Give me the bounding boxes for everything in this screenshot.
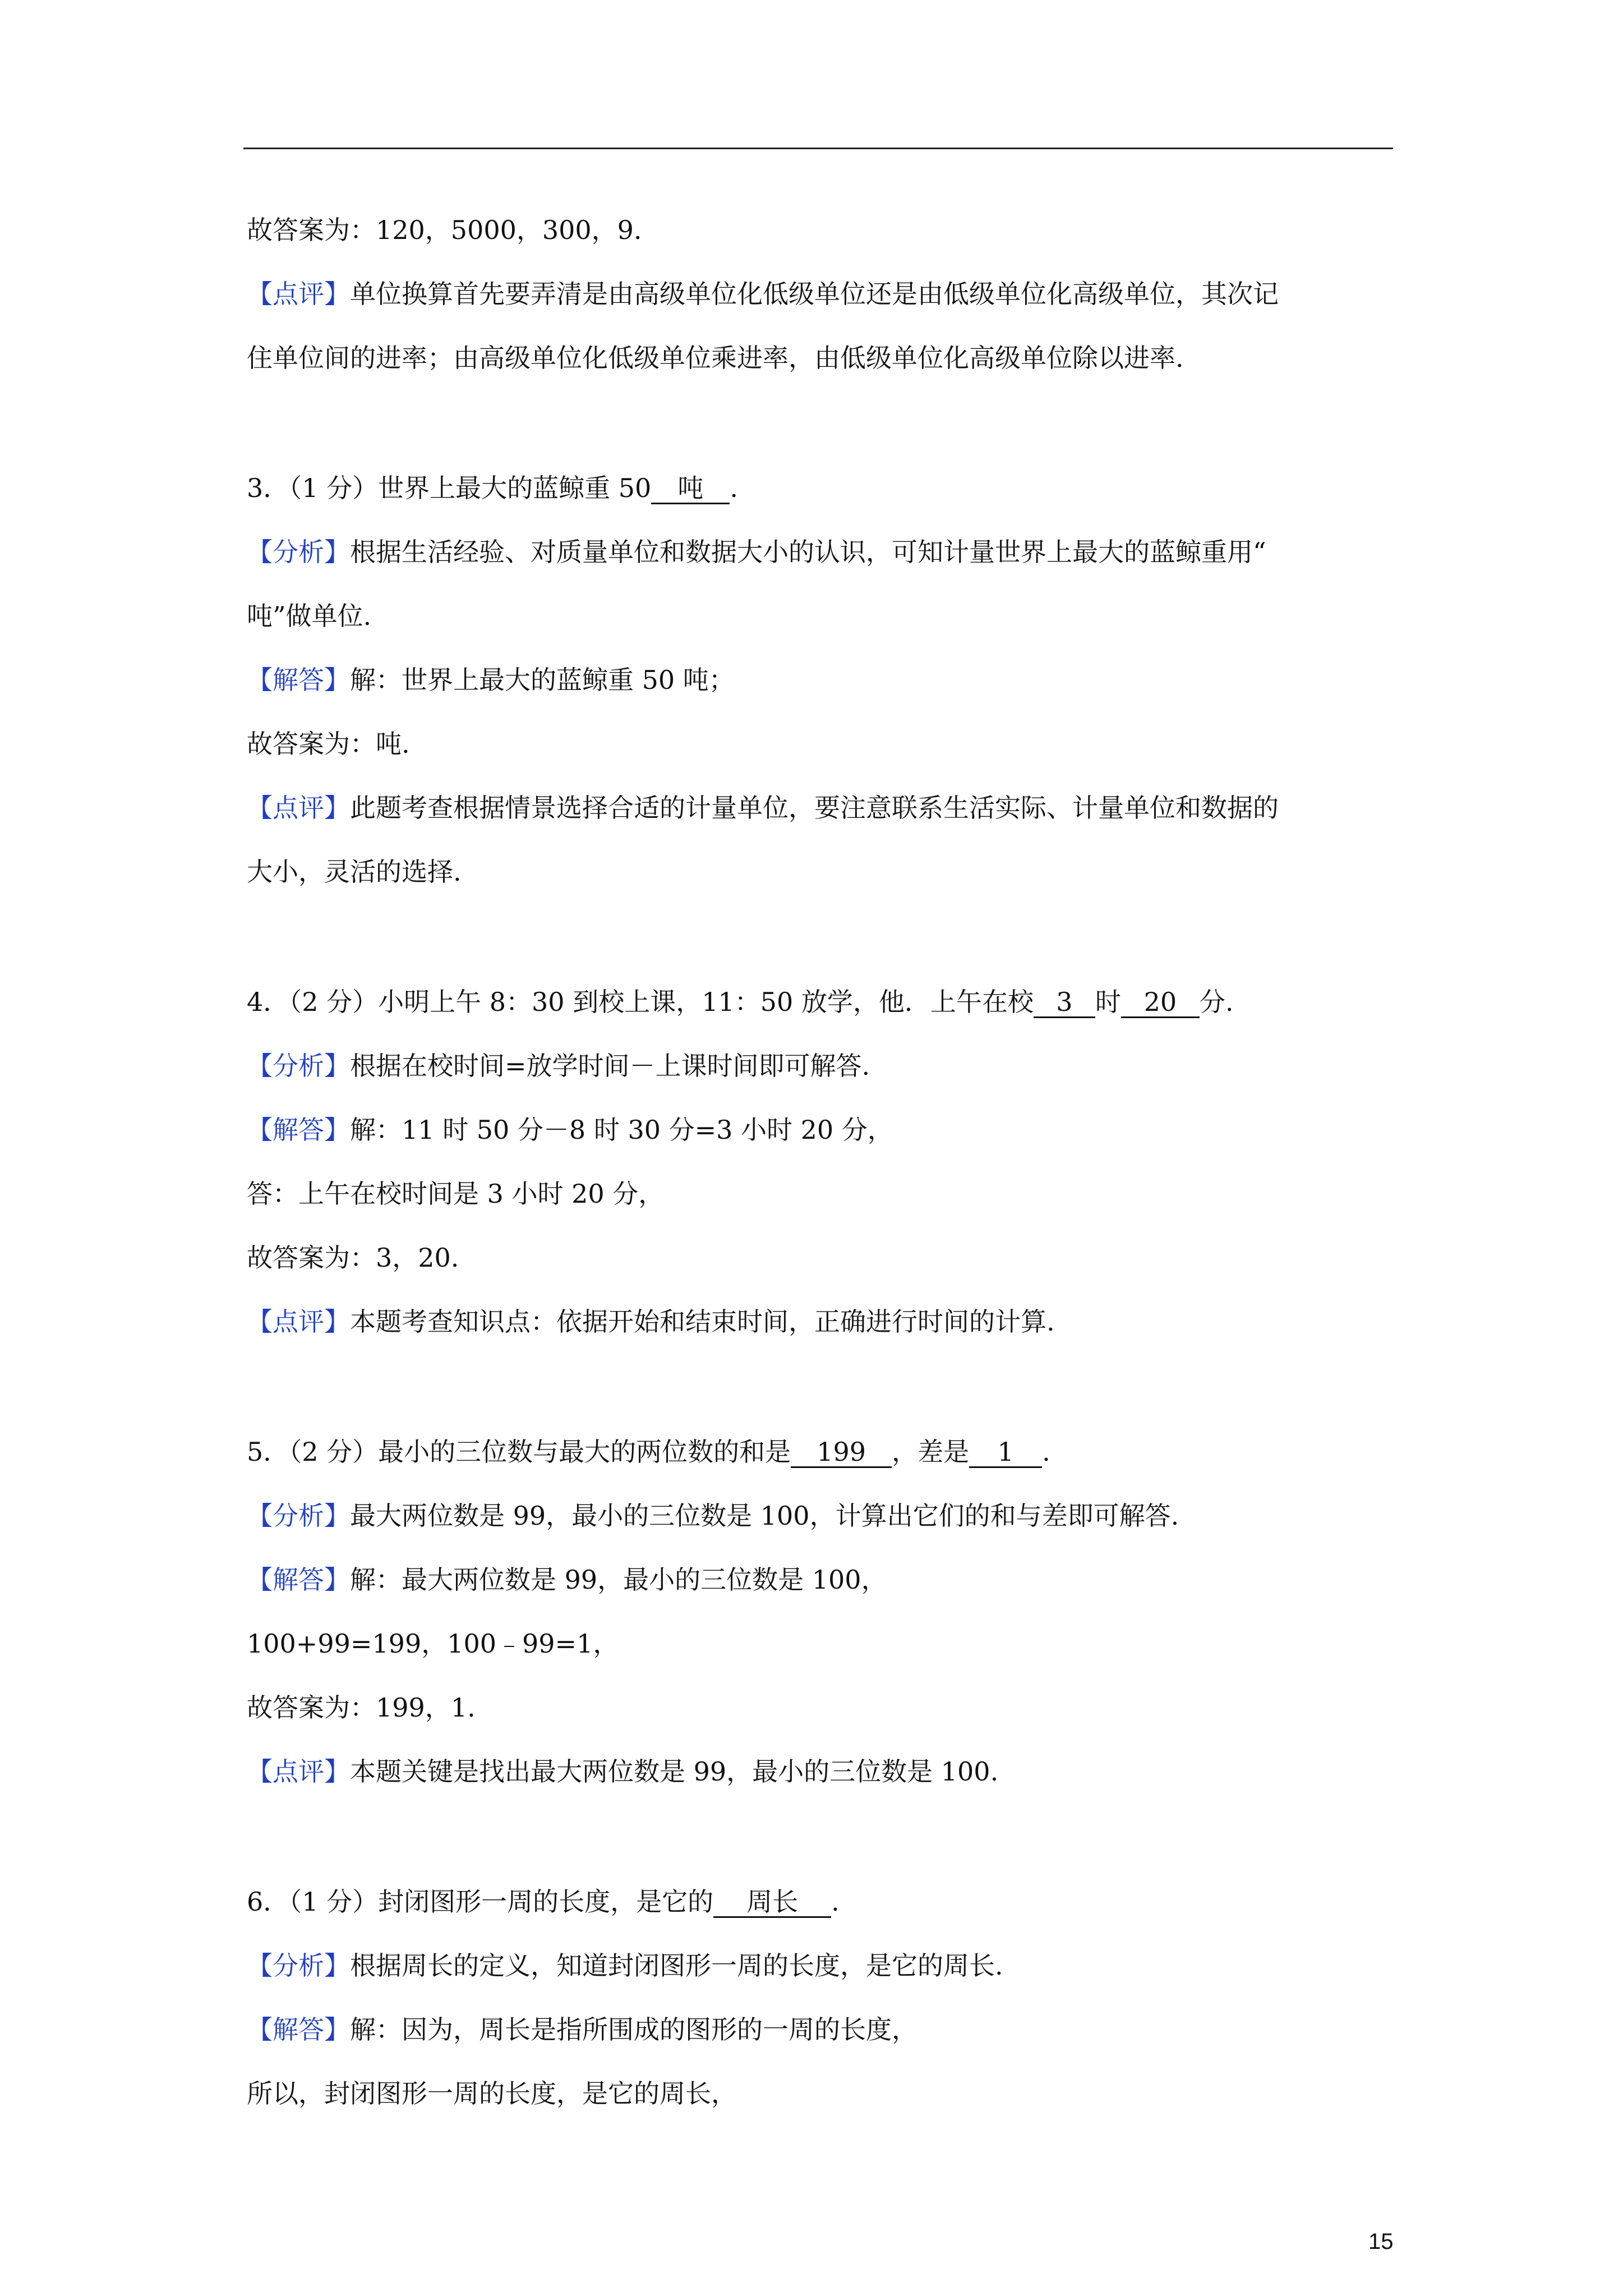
prev-answer: 故答案为：120，5000，300，9. xyxy=(247,215,642,245)
answer-blank: 周长 xyxy=(713,1887,831,1918)
q6-solution-cont: 所以，封闭图形一周的长度，是它的周长， xyxy=(247,2078,737,2109)
solution-tag: 【解答】 xyxy=(247,2014,350,2045)
solution-tag: 【解答】 xyxy=(247,1115,350,1145)
q5-answer: 故答案为：199，1. xyxy=(247,1692,476,1723)
review-tag: 【点评】 xyxy=(247,1306,350,1337)
solution-tag: 【解答】 xyxy=(247,1565,350,1595)
q4-analysis: 【分析】根据在校时间=放学时间－上课时间即可解答. xyxy=(247,1051,870,1081)
q3-review-cont: 大小，灵活的选择. xyxy=(247,857,462,887)
answer-blank: 1 xyxy=(969,1437,1042,1468)
q4-solution-cont: 答：上午在校时间是 3 小时 20 分， xyxy=(247,1179,665,1209)
answer-blank: 吨 xyxy=(651,473,730,504)
q5-solution-cont: 100+99=199，100﹣99=1， xyxy=(247,1628,619,1659)
solution-tag: 【解答】 xyxy=(247,665,350,695)
q3-stem: 3．（1 分）世界上最大的蓝鲸重 50 吨 . xyxy=(247,473,738,503)
q6-solution: 【解答】解：因为，周长是指所围成的图形的一周的长度， xyxy=(247,2014,917,2045)
page-number: 15 xyxy=(1368,2229,1394,2254)
q6-analysis: 【分析】根据周长的定义，知道封闭图形一周的长度，是它的周长. xyxy=(247,1950,1003,1981)
q3-review: 【点评】此题考查根据情景选择合适的计量单位，要注意联系生活实际、计量单位和数据的 xyxy=(247,793,1279,823)
q5-review: 【点评】本题关键是找出最大两位数是 99，最小的三位数是 100. xyxy=(247,1756,999,1787)
q4-solution: 【解答】解：11 时 50 分－8 时 30 分=3 小时 20 分， xyxy=(247,1115,893,1145)
prev-review-cont: 住单位间的进率；由高级单位化低级单位乘进率，由低级单位化高级单位除以进率. xyxy=(247,343,1184,373)
q3-analysis-cont: 吨”做单位. xyxy=(247,601,372,631)
review-tag: 【点评】 xyxy=(247,1756,350,1787)
q4-review: 【点评】本题考查知识点：依据开始和结束时间，正确进行时间的计算. xyxy=(247,1306,1055,1337)
q3-analysis: 【分析】根据生活经验、对质量单位和数据大小的认识，可知计量世界上最大的蓝鲸重用“ xyxy=(247,537,1266,567)
analysis-tag: 【分析】 xyxy=(247,1501,350,1531)
answer-blank: 3 xyxy=(1034,987,1095,1018)
q3-answer: 故答案为：吨. xyxy=(247,729,410,759)
q5-analysis: 【分析】最大两位数是 99，最小的三位数是 100，计算出它们的和与差即可解答. xyxy=(247,1501,1179,1531)
q4-answer: 故答案为：3，20. xyxy=(247,1243,459,1273)
prev-review: 【点评】单位换算首先要弄清是由高级单位化低级单位还是由低级单位化高级单位，其次记 xyxy=(247,279,1279,309)
answer-blank: 20 xyxy=(1121,987,1200,1018)
q3-solution: 【解答】解：世界上最大的蓝鲸重 50 吨； xyxy=(247,665,735,695)
review-tag: 【点评】 xyxy=(247,793,350,823)
q4-stem: 4．（2 分）小明上午 8：30 到校上课，11：50 放学，他．上午在校 3 时 20 分. xyxy=(247,987,1234,1017)
analysis-tag: 【分析】 xyxy=(247,1950,350,1981)
analysis-tag: 【分析】 xyxy=(247,537,350,567)
review-tag: 【点评】 xyxy=(247,279,350,309)
header-rule xyxy=(243,148,1393,149)
answer-blank: 199 xyxy=(791,1437,892,1468)
analysis-tag: 【分析】 xyxy=(247,1051,350,1081)
q5-stem: 5．（2 分）最小的三位数与最大的两位数的和是 199 ，差是 1 . xyxy=(247,1437,1050,1467)
q5-solution: 【解答】解：最大两位数是 99，最小的三位数是 100， xyxy=(247,1565,887,1595)
q6-stem: 6．（1 分）封闭图形一周的长度，是它的 周长 . xyxy=(247,1887,840,1917)
